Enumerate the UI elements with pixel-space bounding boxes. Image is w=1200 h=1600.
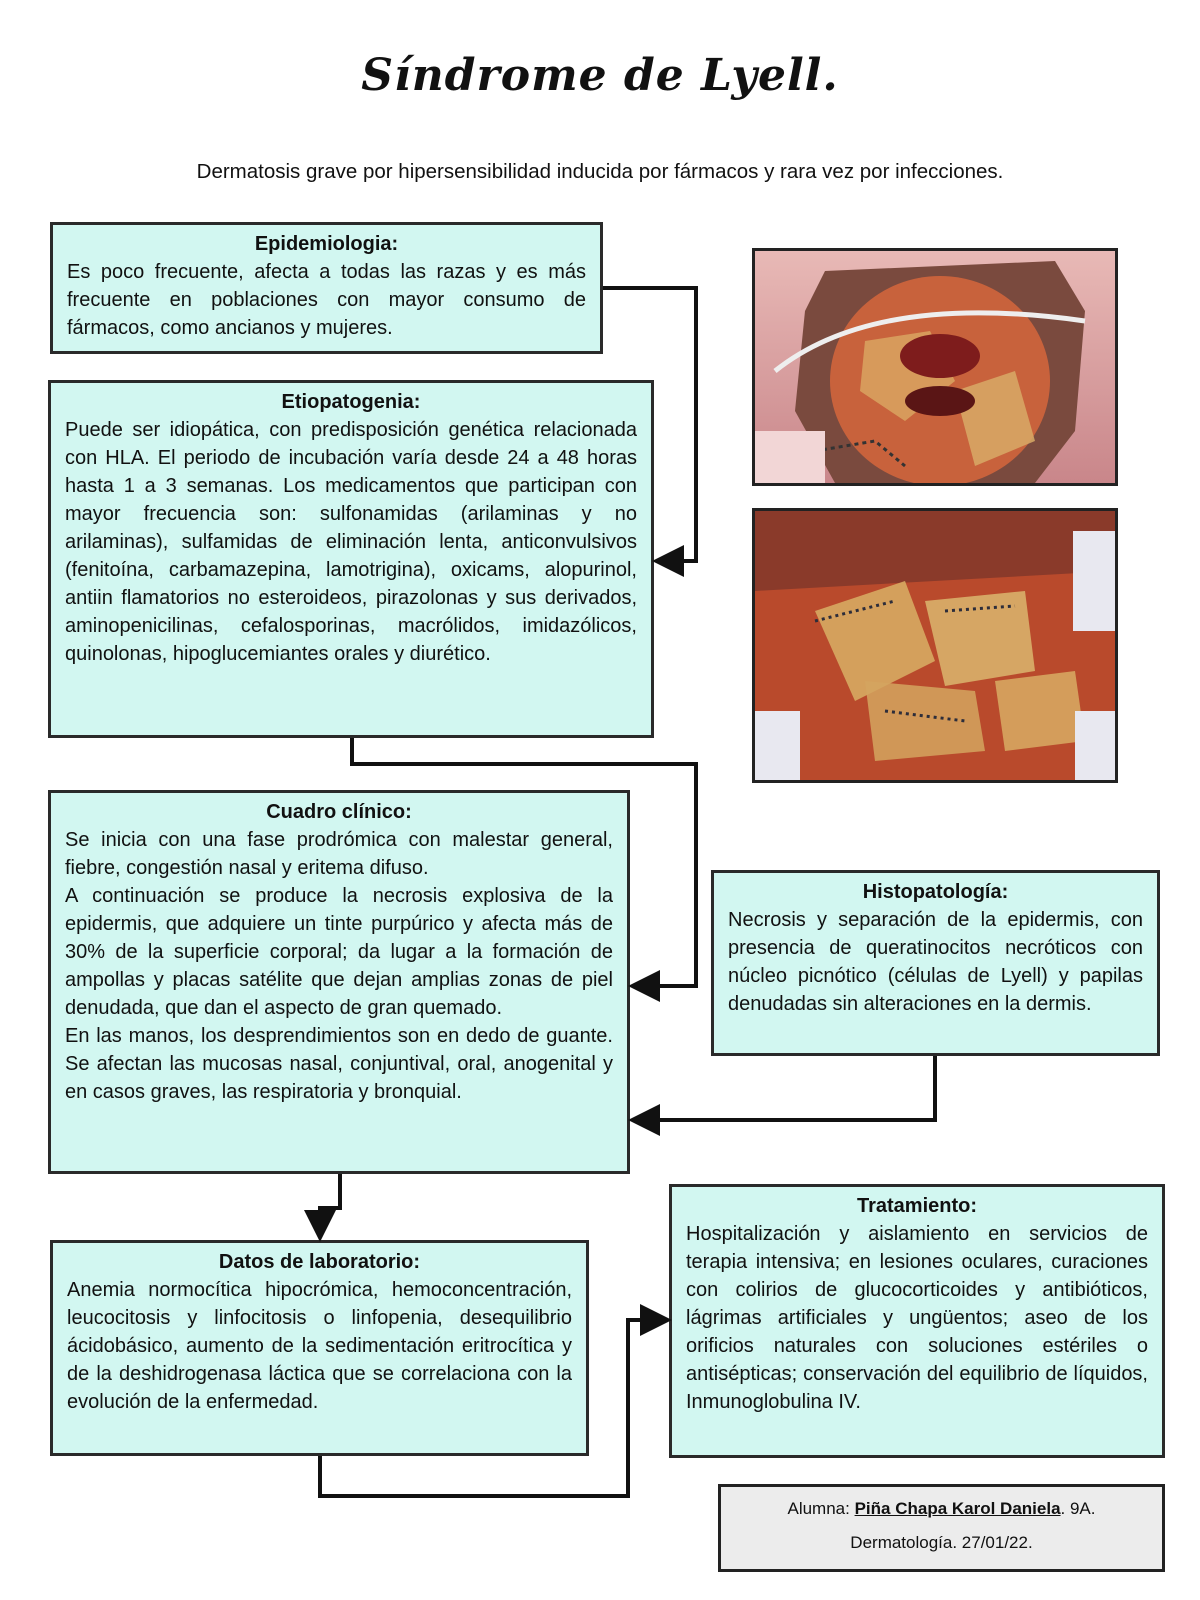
arrow-histopatologia-to-cuadro bbox=[636, 1056, 935, 1120]
author-credit-box bbox=[718, 1484, 1165, 1572]
tratamiento-heading: Tratamiento: bbox=[856, 1195, 978, 1217]
cuadro-clinico-heading: Cuadro clínico: bbox=[266, 801, 412, 823]
epidemiologia-heading: Epidemiologia: bbox=[254, 233, 399, 255]
author-prefix: Alumna: bbox=[787, 1499, 855, 1518]
histopatologia-heading: Histopatología: bbox=[862, 881, 1009, 903]
etiopatogenia-text: Puede ser idiopática, con predisposición genética relacionada con HLA. El periodo de incubación varía desde 24 a 48 horas hasta 1 a 3 semanas. Los medicamentos que participan con mayor frecuencia son: sulfonamidas (arilaminas y no arilaminas), sulfamidas de eliminación lenta, anticonvulsivos (fenitoína, carbamazepina, lamotrigina), oxicams, alopurinol, antiin flamatorios no esteroideos, pirazolonas y sus derivados, aminopenicilinas, cefalosporinas, macrólidos, imidazólicos, quinolonas, hipoglucemiantes orales y diurético. bbox=[65, 419, 637, 665]
author-group: . 9A. bbox=[1060, 1499, 1096, 1518]
cuadro-clinico-paragraph-3: En las manos, los desprendimientos son en dedo de guante. Se afectan las mucosas nasal, conjuntival, oral, anogenital y en casos graves, las respiratoria y bronquial. bbox=[65, 1025, 613, 1103]
histopatologia-text: Necrosis y separación de la epidermis, con presencia de queratinocitos necróticos con núcleo picnótico (células de Lyell) y papilas denudadas sin alteraciones en la dermis. bbox=[728, 909, 1143, 1015]
laboratorio-text: Anemia normocítica hipocrómica, hemoconcentración, leucocitosis y linfocitosis o linfopenia, desequilibrio ácidobásico, aumento de la sedimentación eritrocítica y de la deshidrogenasa láctica que se correlaciona con la evolución de la enfermedad. bbox=[67, 1279, 572, 1413]
arrow-laboratorio-to-tratamiento bbox=[320, 1320, 664, 1496]
course-date-line: Dermatología. 27/01/22. bbox=[850, 1533, 1033, 1552]
arrow-epidemiologia-to-etiopatogenia bbox=[603, 288, 696, 561]
cuadro-clinico-paragraph-2: A continuación se produce la necrosis explosiva de la epidermis, que adquiere un tinte purpúrico y afecta más de 30% de la superficie corporal; da lugar a la formación de ampollas y placas satélite que dejan amplias zonas de piel denudada, que dan el aspecto de gran quemado. bbox=[65, 885, 613, 1019]
page-subtitle: Dermatosis grave por hipersensibilidad inducida por fármacos y rara vez por infecciones. bbox=[196, 160, 1004, 183]
cuadro-clinico-paragraph-1: Se inicia con una fase prodrómica con malestar general, fiebre, congestión nasal y eritema difuso. bbox=[65, 829, 613, 879]
author-line bbox=[721, 1499, 1162, 1519]
tratamiento-text: Hospitalización y aislamiento en servicios de terapia intensiva; en lesiones oculares, curaciones con colirios de glucocorticoides y antibióticos, lágrimas artificiales y ungüentos; aseo de los orificios naturales con soluciones estériles o antisépticas; conservación del equilibrio de líquidos, Inmunoglobulina IV. bbox=[686, 1223, 1148, 1413]
author-name: Piña Chapa Karol Daniela bbox=[854, 1499, 1061, 1518]
arrow-cuadro-to-laboratorio bbox=[320, 1174, 340, 1234]
etiopatogenia-heading: Etiopatogenia: bbox=[281, 391, 421, 413]
page-title: Síndrome de Lyell. bbox=[361, 50, 839, 101]
arrow-etiopatogenia-to-cuadro bbox=[352, 738, 696, 986]
epidemiologia-text: Es poco frecuente, afecta a todas las razas y es más frecuente en poblaciones con mayor consumo de fármacos, como ancianos y mujeres. bbox=[67, 261, 586, 339]
laboratorio-heading: Datos de laboratorio: bbox=[218, 1251, 421, 1273]
